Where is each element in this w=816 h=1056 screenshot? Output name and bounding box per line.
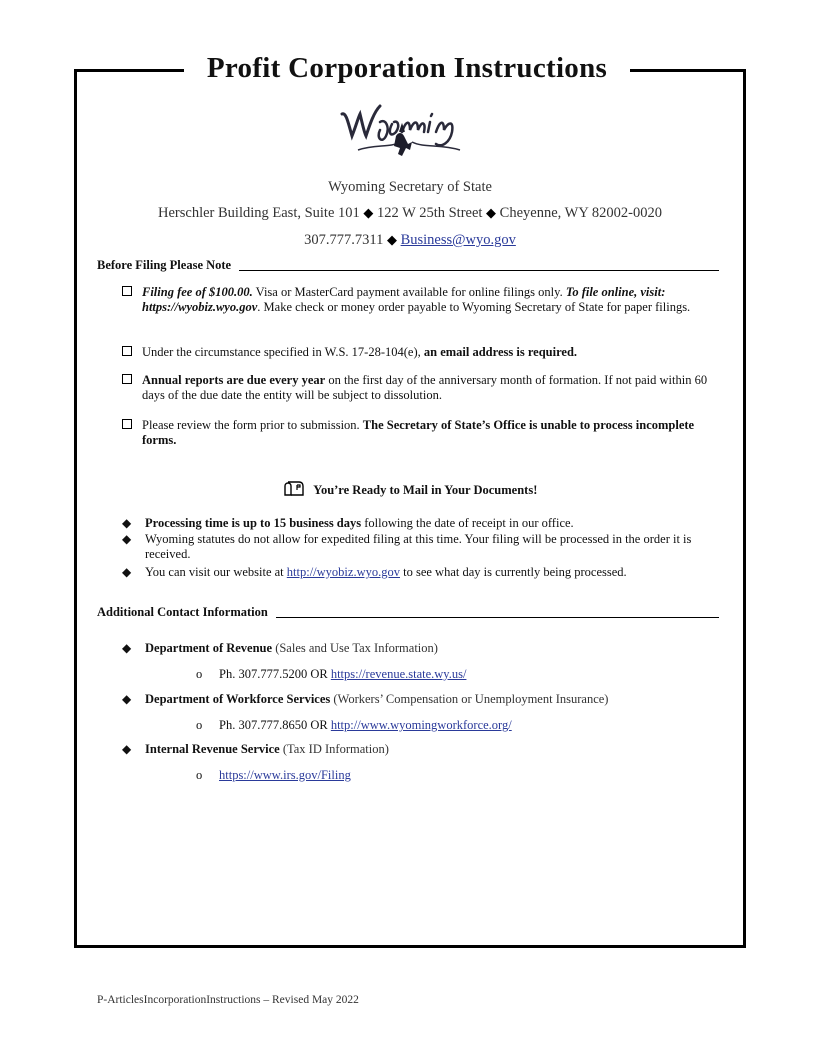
diamond-bullet-icon: ◆ (122, 742, 132, 756)
item-text: Ph. 307.777.5200 OR https://revenue.state.wy.us/ (219, 667, 467, 681)
mail-heading-text: You’re Ready to Mail in Your Documents! (313, 483, 538, 497)
contacts-heading (97, 605, 719, 620)
diamond-bullet-icon: ◆ (122, 641, 132, 655)
circle-bullet-icon: o (196, 667, 203, 681)
office-email-link[interactable]: Business@wyo.gov (400, 232, 516, 248)
workforce-link[interactable]: http://www.wyomingworkforce.org/ (330, 718, 512, 732)
address-building: Herschler Building East, Suite 101 (158, 205, 360, 221)
footer-revision: P-ArticlesIncorporationInstructions – Revised May 2022 (97, 994, 359, 1006)
item-text: Please review the form prior to submission. The Secretary of State’s Office is unable to process incomplete forms. (142, 418, 695, 447)
checkbox[interactable] (122, 374, 132, 384)
contact-sub-item (196, 667, 466, 682)
circle-bullet-icon: o (196, 768, 203, 782)
item-text: Department of Revenue (Sales and Use Tax Information) (145, 641, 438, 655)
address-city: Cheyenne, WY 82002-0020 (499, 205, 662, 221)
diamond-icon: ◆ (386, 232, 397, 247)
before-filing-item (122, 345, 722, 360)
checkbox[interactable] (122, 419, 132, 429)
wyoming-logo (336, 92, 476, 168)
cowboy-bronco-icon (336, 92, 476, 168)
item-text: Under the circumstance specified in W.S. 17-28-104(e), an email address is required. (142, 345, 578, 359)
item-text: Annual reports are due every year on the first day of the anniversary month of formation. If not paid within 60 days of the due date the entity will be subject to dissolution. (142, 373, 708, 402)
diamond-bullet-icon: ◆ (122, 532, 132, 546)
before-filing-item (122, 373, 722, 402)
item-text: Wyoming statutes do not allow for expedited filing at this time. Your filing will be processed in the order it is received. (145, 532, 692, 561)
before-filing-heading (97, 258, 719, 273)
office-contact (74, 232, 746, 249)
office-phone: 307.777.7311 (304, 232, 384, 248)
page-frame (74, 70, 746, 948)
item-text: You can visit our website at http://wyobiz.wyo.gov to see what day is currently being processed. (145, 565, 627, 579)
mail-item (122, 565, 722, 580)
diamond-icon: ◆ (363, 205, 374, 220)
before-filing-item (122, 418, 722, 447)
contacts-heading-text: Additional Contact Information (97, 605, 268, 619)
diamond-bullet-icon: ◆ (122, 516, 132, 530)
before-filing-heading-text: Before Filing Please Note (97, 258, 232, 272)
item-text (219, 768, 351, 783)
mail-item (122, 516, 722, 531)
office-name: Wyoming Secretary of State (328, 179, 492, 195)
checkbox[interactable] (122, 286, 132, 296)
mail-heading (74, 480, 746, 498)
item-text: Department of Workforce Services (Workers’ Compensation or Unemployment Insurance) (145, 692, 609, 706)
office-address (74, 205, 746, 222)
diamond-icon: ◆ (486, 205, 497, 220)
item-text: Processing time is up to 15 business days following the date of receipt in our office. (145, 516, 574, 530)
circle-bullet-icon: o (196, 718, 203, 732)
item-text: Filing fee of $100.00. Visa or MasterCard payment available for online filings only. To file online, visit: https://wyobiz.wyo.gov. Make check or money order payable to Wyoming Secretary of State for paper filings. (142, 285, 691, 314)
diamond-bullet-icon: ◆ (122, 692, 132, 706)
item-text: Ph. 307.777.8650 OR http://www.wyomingworkforce.org/ (219, 718, 512, 732)
contact-sub-item (196, 718, 512, 733)
before-filing-item (122, 285, 722, 314)
heading-rule (276, 617, 719, 618)
page-title: Profit Corporation Instructions (206, 52, 608, 84)
address-street: 122 W 25th Street (377, 205, 483, 221)
contact-item (122, 641, 722, 656)
contact-item (122, 742, 722, 757)
item-text: Internal Revenue Service (Tax ID Information) (145, 742, 389, 756)
contact-sub-item (196, 768, 351, 783)
diamond-bullet-icon: ◆ (122, 565, 132, 579)
heading-rule (239, 270, 719, 271)
contact-item (122, 692, 722, 707)
checkbox[interactable] (122, 346, 132, 356)
mail-item (122, 532, 722, 561)
wyobiz-link[interactable]: http://wyobiz.wyo.gov (286, 565, 400, 579)
irs-link[interactable]: https://www.irs.gov/Filing (219, 768, 351, 782)
mailbox-icon (283, 480, 305, 496)
revenue-link[interactable]: https://revenue.state.wy.us/ (330, 667, 467, 681)
